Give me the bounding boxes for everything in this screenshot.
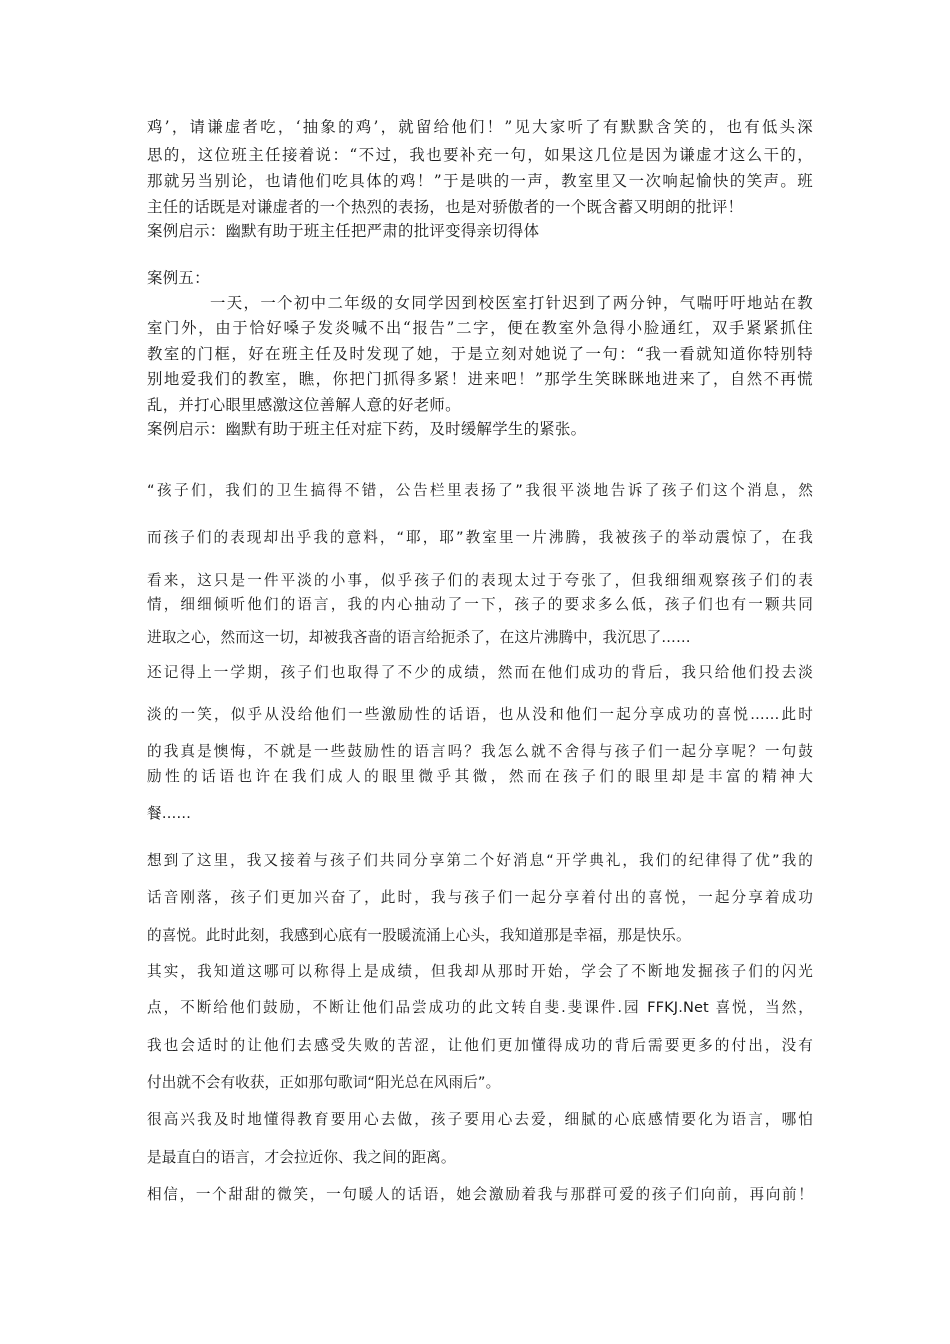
- essay-line: 我也会适时的让他们去感受失败的苦涩，让他们更加懂得成功的背后需要更多的付出，没有: [147, 1037, 813, 1054]
- paragraph-line: 主任的话既是对谦虚者的一个热烈的表扬，也是对骄傲者的一个既含蓄又明朗的批评！: [147, 198, 744, 216]
- paragraph-line: 别地爱我们的教室，瞧，你把门抓得多紧！进来吧！”那学生笑眯眯地进来了，自然不再慌: [147, 370, 813, 388]
- paragraph-line: 思的，这位班主任接着说：“不过，我也要补充一句，如果这几位是因为谦虚才这么干的，: [147, 146, 813, 164]
- essay-line: 话音刚落，孩子们更加兴奋了，此时，我与孩子们一起分享着付出的喜悦，一起分享着成功: [147, 889, 813, 906]
- essay-line: 看来，这只是一件平淡的小事，似乎孩子们的表现太过于夸张了，但我细细观察孩子们的表: [147, 572, 813, 589]
- essay-line: 励性的话语也许在我们成人的眼里微乎其微，然而在孩子们的眼里却是丰富的精神大: [147, 768, 813, 785]
- essay-line: 而孩子们的表现却出乎我的意料，“耶，耶”教室里一片沸腾，我被孩子的举动震惊了，在我: [147, 529, 813, 546]
- essay-line: 相信，一个甜甜的微笑，一句暖人的话语，她会激励着我与那群可爱的孩子们向前，再向前！: [147, 1186, 813, 1203]
- essay-line: 餐……: [147, 805, 192, 822]
- essay-line: 情，细细倾听他们的语言，我的内心抽动了一下，孩子的要求多么低，孩子们也有一颗共同: [147, 596, 813, 613]
- essay-line: 点，不断给他们鼓励，不断让他们品尝成功的此文转自斐.斐课件.园 FFKJ.Net 喜悦，当然，: [147, 999, 813, 1016]
- paragraph-line: 教室的门框，好在班主任及时发现了她，于是立刻对她说了一句：“我一看就知道你特别特: [147, 345, 813, 363]
- essay-line: 淡的一笑，似乎从没给他们一些激励性的话语，也从没和他们一起分享成功的喜悦……此时: [147, 706, 813, 723]
- paragraph-line: 那就另当别论，也请他们吃具体的鸡！”于是哄的一声，教室里又一次响起愉快的笑声。班: [147, 172, 813, 190]
- paragraph-line: 鸡’，请谦虚者吃，‘抽象的鸡’，就留给他们！”见大家听了有默默含笑的，也有低头深: [147, 118, 813, 136]
- essay-line: 很高兴我及时地懂得教育要用心去做，孩子要用心去爱，细腻的心底感情要化为语言，哪怕: [147, 1111, 813, 1128]
- essay-line: 是最直白的语言，才会拉近你、我之间的距离。: [147, 1149, 456, 1166]
- essay-line: 其实，我知道这哪可以称得上是成绩，但我却从那时开始，学会了不断地发掘孩子们的闪光: [147, 963, 813, 980]
- paragraph-line: 一天，一个初中二年级的女同学因到校医室打针迟到了两分钟，气喘吁吁地站在教: [210, 294, 813, 312]
- paragraph-line: 乱，并打心眼里感激这位善解人意的好老师。: [147, 396, 461, 414]
- essay-line: “孩子们，我们的卫生搞得不错，公告栏里表扬了”我很平淡地告诉了孩子们这个消息，然: [147, 482, 813, 499]
- essay-line: 还记得上一学期，孩子们也取得了不少的成绩，然而在他们成功的背后，我只给他们投去淡: [147, 664, 813, 681]
- essay-line: 付出就不会有收获，正如那句歌词“阳光总在风雨后”。: [147, 1074, 501, 1091]
- case-insight: 案例启示：幽默有助于班主任把严肃的批评变得亲切得体: [147, 222, 540, 240]
- essay-line: 进取之心，然而这一切，却被我吝啬的语言给扼杀了，在这片沸腾中，我沉思了……: [147, 629, 691, 646]
- paragraph-line: 室门外，由于恰好嗓子发炎喊不出“报告”二字，便在教室外急得小脸通红，双手紧紧抓住: [147, 319, 813, 337]
- case-heading: 案例五：: [147, 269, 210, 287]
- essay-line: 想到了这里，我又接着与孩子们共同分享第二个好消息“开学典礼，我们的纪律得了优”我的: [147, 852, 813, 869]
- essay-line: 的我真是懊悔，不就是一些鼓励性的语言吗？我怎么就不舍得与孩子们一起分享呢？一句鼓: [147, 743, 813, 760]
- essay-line: 的喜悦。此时此刻，我感到心底有一股暖流涌上心头，我知道那是幸福，那是快乐。: [147, 927, 691, 944]
- case-insight: 案例启示：幽默有助于班主任对症下药，及时缓解学生的紧张。: [147, 420, 587, 438]
